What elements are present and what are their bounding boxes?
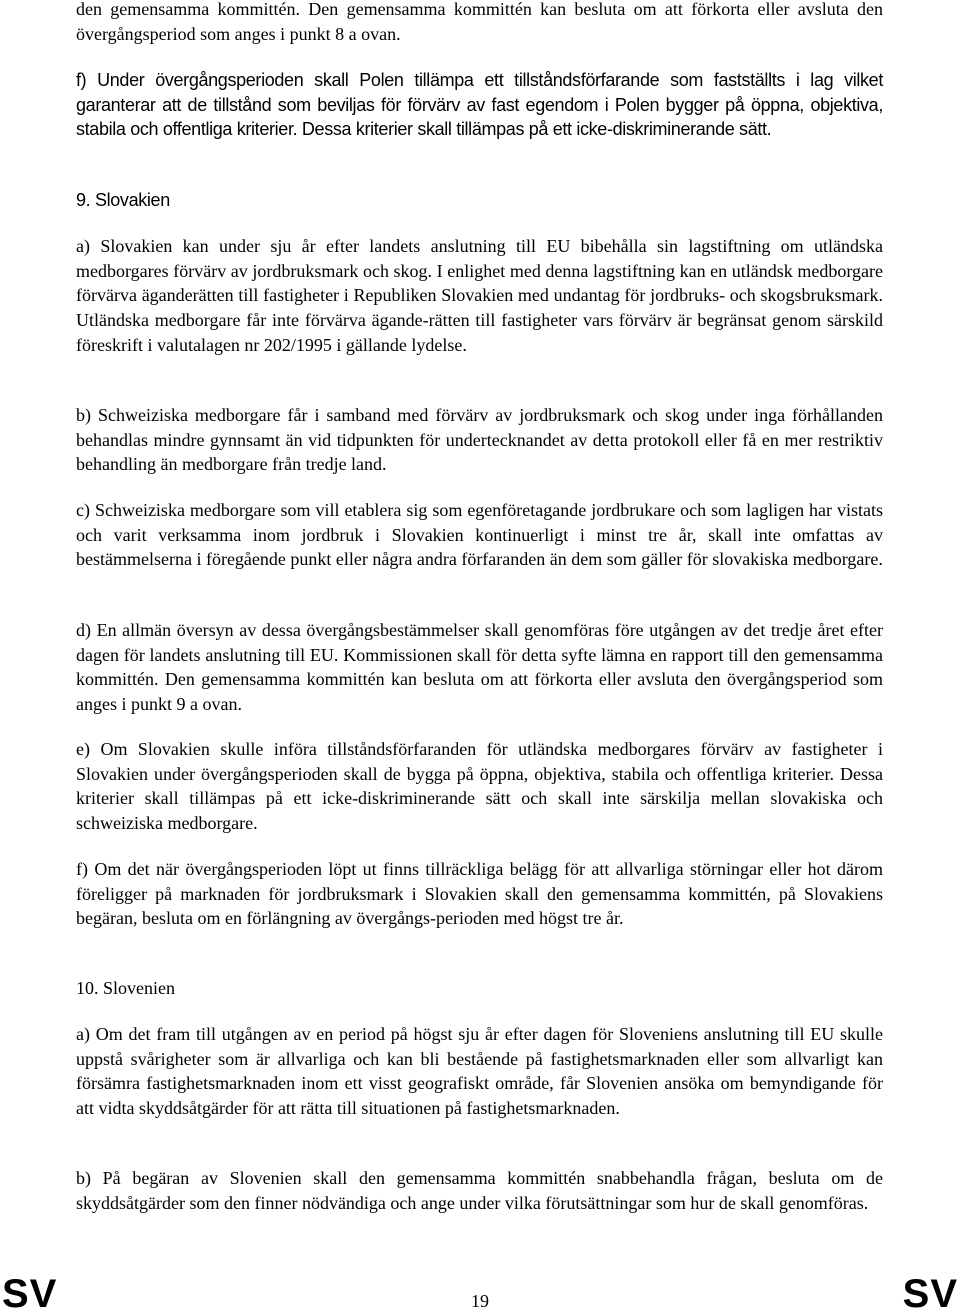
- paragraph-9e: e) Om Slovakien skulle införa tillståndsförfaranden för utländska medborgares förvärv av fastigheter i Slovakien under övergångsperioden skall de bygga på öppna, objektiva, stabila och offentliga kriterier. Dessa kriterier skall tillämpas på ett icke-diskriminerande sätt och skall inte särskilja mellan slovakiska och schweiziska medborgare.: [76, 739, 883, 834]
- paragraph-8-continuation: den gemensamma kommittén. Den gemensamma kommittén kan besluta om att förkorta eller avsluta den övergångsperiod som anges i punkt 8 a ovan.: [76, 0, 883, 44]
- paragraph-10a: a) Om det fram till utgången av en period på högst sju år efter dagen för Sloveniens anslutning till EU skulle uppstå svårigheter som är allvarliga och kan bli bestående på fastighetsmarknaden eller som allvarligt kan försämra fastighetsmarknaden inom ett visst geografiskt område, får Slovenien ansöka om bemyndigande för att vidta skyddsåtgärder för att rätta till situationen på fastighetsmarknaden.: [76, 1024, 883, 1119]
- section-heading-slovenien: 10. Slovenien: [76, 978, 175, 998]
- section-heading-slovakien: 9. Slovakien: [76, 190, 170, 210]
- page-number: 19: [471, 1291, 489, 1311]
- paragraph-9b: b) Schweiziska medborgare får i samband med förvärv av jordbruksmark och skog under inga förhållanden behandlas mindre gynnsamt än vid tidpunkten för undertecknandet av detta protokoll eller få en mer restriktiv behandling än medborgare från tredje land.: [76, 405, 883, 475]
- paragraph-9d: d) En allmän översyn av dessa övergångsbestämmelser skall genomföras före utgången av det tredje året efter dagen för landets anslutning till EU. Kommissionen skall för detta syfte lämna en rapport till den gemensamma kommittén. Den gemensamma kommittén kan besluta om att förkorta eller avsluta den övergångsperiod som anges i punkt 9 a ovan.: [76, 620, 883, 715]
- paragraph-8f: f) Under övergångsperioden skall Polen tillämpa ett tillståndsförfarande som fastställts i lag vilket garanterar att de tillstånd som beviljas för förvärv av fast egendom i Polen bygger på öppna, objektiva, stabila och offentliga kriterier. Dessa kriterier skall tillämpas på ett icke-diskriminerande sätt.: [76, 70, 883, 140]
- paragraph-9a: a) Slovakien kan under sju år efter landets anslutning till EU bibehålla sin lagstiftning om utländska medborgares förvärv av jordbruksmark och skog. I enlighet med denna lagstiftning kan en utländsk medborgare förvärva äganderätten till fastigheter i Republiken Slovakien med undantag för jordbruks- och skogsbruksmark. Utländska medborgare får inte förvärva ägande-rätten till fastigheter vars förvärv är begränsat genom särskild föreskrift i valutalagen nr 202/1995 i gällande lydelse.: [76, 236, 883, 355]
- language-code-right: SV: [902, 1272, 958, 1316]
- language-code-left: SV: [2, 1272, 58, 1316]
- paragraph-9f: f) Om det när övergångsperioden löpt ut finns tillräckliga belägg för att allvarliga störningar eller hot därom föreligger på marknaden för jordbruksmark i Slovakien skall den gemensamma kommittén, på Slovakiens begäran, besluta om en förlängning av övergångs-perioden med högst tre år.: [76, 859, 883, 929]
- paragraph-10b: b) På begäran av Slovenien skall den gemensamma kommittén snabbehandla frågan, besluta om de skyddsåtgärder som den finner nödvändiga och ange under vilka förutsättningar som hur de skall genomföras.: [76, 1168, 883, 1213]
- paragraph-9c: c) Schweiziska medborgare som vill etablera sig som egenföretagande jordbrukare och som lagligen har vistats och varit verksamma inom jordbruk i Slovakien kontinuerligt i minst tre år, skall inte omfattas av bestämmelserna i föregående punkt eller några andra förfaranden än dem som gäller för slovakiska medborgare.: [76, 500, 883, 570]
